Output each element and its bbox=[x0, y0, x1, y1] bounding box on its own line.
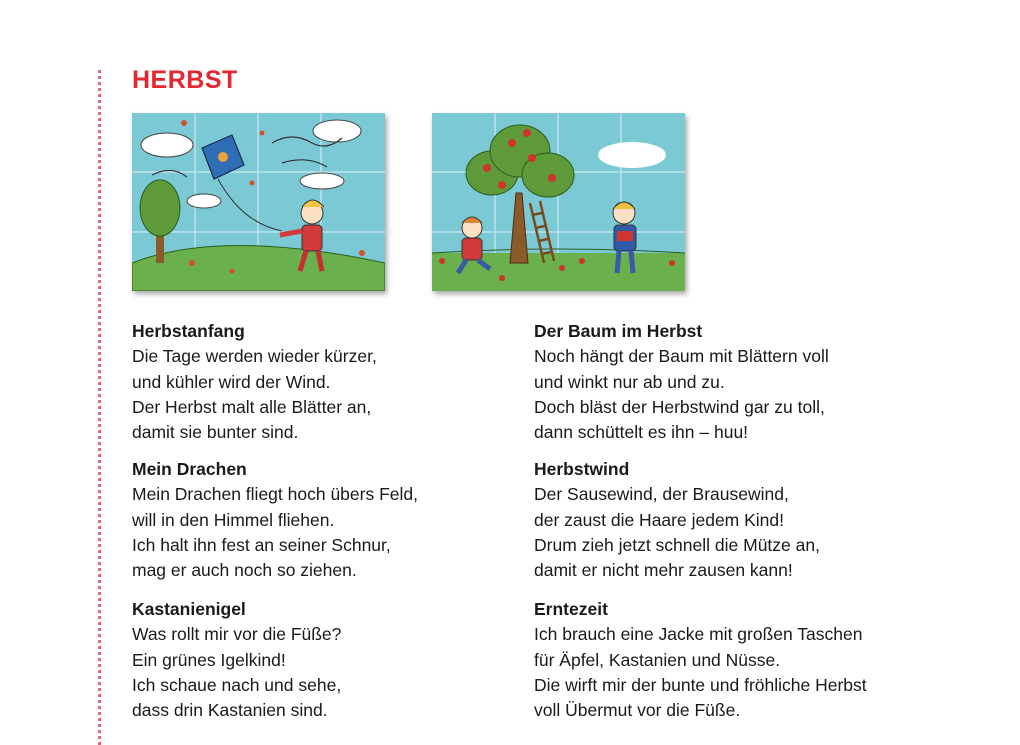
poem-der-baum-im-herbst bbox=[534, 319, 934, 445]
poem-line: Ich brauch eine Jacke mit großen Taschen bbox=[534, 624, 863, 645]
poem-title: Kastanienigel bbox=[132, 599, 246, 619]
poem-line: Mein Drachen fliegt hoch übers Feld, bbox=[132, 484, 418, 505]
poem-line: für Äpfel, Kastanien und Nüsse. bbox=[534, 649, 781, 670]
poem-line: damit sie bunter sind. bbox=[132, 422, 299, 443]
poem-line: Die Tage werden wieder kürzer, bbox=[132, 346, 377, 367]
poem-erntezeit bbox=[534, 597, 934, 723]
poem-line: mag er auch noch so ziehen. bbox=[132, 560, 357, 581]
poem-line: und winkt nur ab und zu. bbox=[534, 371, 725, 392]
poem-line: will in den Himmel fliehen. bbox=[132, 509, 335, 530]
poem-kastanienigel bbox=[132, 597, 532, 723]
poem-line: Die wirft mir der bunte und fröhliche Herbst bbox=[534, 674, 867, 695]
apple-tree-illustration bbox=[432, 113, 685, 291]
poem-line: Ich halt ihn fest an seiner Schnur, bbox=[132, 534, 391, 555]
poem-line: Doch bläst der Herbstwind gar zu toll, bbox=[534, 396, 825, 417]
page-title: HERBST bbox=[132, 66, 238, 94]
poem-line: dann schüttelt es ihn – huu! bbox=[534, 422, 749, 443]
poem-line: Ich schaue nach und sehe, bbox=[132, 674, 342, 695]
poem-line: Noch hängt der Baum mit Blättern voll bbox=[534, 346, 829, 367]
poem-line: Drum zieh jetzt schnell die Mütze an, bbox=[534, 534, 820, 555]
poem-line: Was rollt mir vor die Füße? bbox=[132, 624, 342, 645]
poem-title: Herbstwind bbox=[534, 459, 630, 479]
poem-line: dass drin Kastanien sind. bbox=[132, 700, 328, 721]
poem-line: Der Herbst malt alle Blätter an, bbox=[132, 396, 372, 417]
poem-line: Ein grünes Igelkind! bbox=[132, 649, 286, 670]
poem-herbstwind bbox=[534, 457, 934, 583]
poem-line: Der Sausewind, der Brausewind, bbox=[534, 484, 789, 505]
margin-dotted-line bbox=[98, 70, 101, 745]
poem-title: Mein Drachen bbox=[132, 459, 247, 479]
poem-herbstanfang bbox=[132, 319, 532, 445]
poem-line: voll Übermut vor die Füße. bbox=[534, 700, 741, 721]
poem-title: Herbstanfang bbox=[132, 321, 245, 341]
poem-mein-drachen bbox=[132, 457, 532, 583]
poem-line: und kühler wird der Wind. bbox=[132, 371, 331, 392]
poem-title: Erntezeit bbox=[534, 599, 608, 619]
poem-line: der zaust die Haare jedem Kind! bbox=[534, 509, 784, 530]
poem-title: Der Baum im Herbst bbox=[534, 321, 703, 341]
kite-illustration bbox=[132, 113, 385, 291]
poem-line: damit er nicht mehr zausen kann! bbox=[534, 560, 793, 581]
